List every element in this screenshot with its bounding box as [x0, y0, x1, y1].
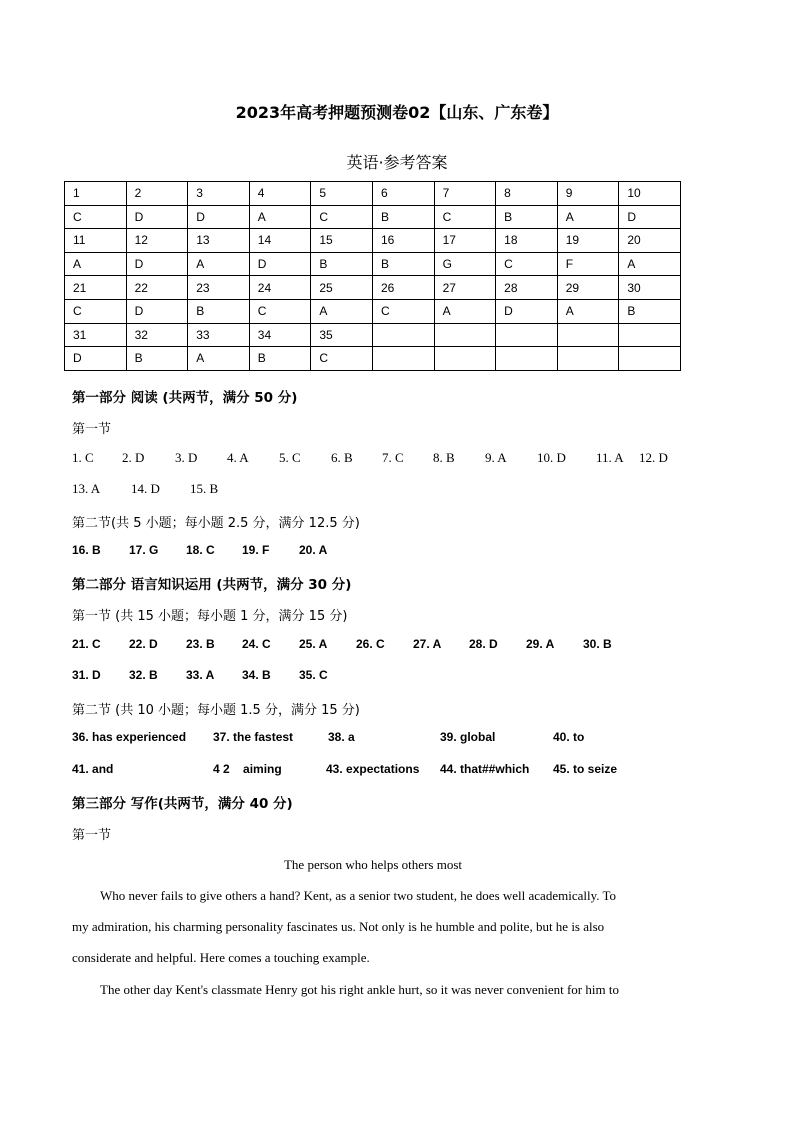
answer-item: 3. D: [175, 450, 198, 465]
answer-table-cell: G: [434, 252, 496, 276]
part3-heading: 第三部分 写作(共两节，满分 40 分): [72, 796, 293, 812]
answer-table-cell: 16: [372, 229, 434, 253]
answer-table-cell: 8: [496, 182, 558, 206]
answer-table-cell: 1: [65, 182, 127, 206]
answer-table-cell: F: [557, 252, 619, 276]
answer-table-cell: 33: [188, 323, 250, 347]
answer-table-cell: 4: [249, 182, 311, 206]
answer-table-cell: 12: [126, 229, 188, 253]
answer-table-cell: 19: [557, 229, 619, 253]
answer-table-cell: D: [188, 205, 250, 229]
answer-table-cell: 34: [249, 323, 311, 347]
answer-item: 29. A: [526, 637, 555, 651]
answer-table-cell: C: [372, 299, 434, 323]
answer-table-cell: B: [372, 252, 434, 276]
essay-title: The person who helps others most: [283, 857, 462, 872]
answer-table-row: [65, 229, 681, 253]
answer-table-cell: [496, 323, 558, 347]
answer-table-cell: B: [188, 299, 250, 323]
part2-section1-label: 第一节 (共 15 小题；每小题 1 分，满分 15 分): [72, 609, 348, 624]
answer-table-cell: C: [311, 347, 373, 371]
answer-item: 31. D: [72, 668, 101, 682]
answer-item: 34. B: [242, 668, 271, 682]
essay-line: The other day Kent's classmate Henry got his right ankle hurt, so it was never convenient for him to: [100, 982, 619, 997]
answer-item: 27. A: [413, 637, 442, 651]
answer-item: 20. A: [299, 543, 328, 557]
answer-table-cell: D: [496, 299, 558, 323]
essay-line: Who never fails to give others a hand? Kent, as a senior two student, he does well academically. To: [100, 888, 617, 903]
answer-table-cell: 24: [249, 276, 311, 300]
answer-table-cell: B: [619, 299, 681, 323]
answer-table-cell: 9: [557, 182, 619, 206]
answer-item: 39. global: [440, 730, 496, 744]
essay-line: my admiration, his charming personality fascinates us. Not only is he humble and polite, but he is also: [72, 919, 605, 934]
answer-item: 32. B: [129, 668, 158, 682]
answer-item: 12. D: [639, 450, 668, 465]
answer-table-cell: 13: [188, 229, 250, 253]
answer-item: 25. A: [299, 637, 328, 651]
answer-table-row: [65, 276, 681, 300]
answer-table-cell: D: [619, 205, 681, 229]
answer-table-cell: A: [619, 252, 681, 276]
answer-table-cell: 30: [619, 276, 681, 300]
answer-table-cell: C: [65, 205, 127, 229]
answer-table-cell: A: [188, 347, 250, 371]
answer-table-cell: D: [126, 252, 188, 276]
page-subtitle: 英语·参考答案: [346, 153, 448, 172]
answer-table-cell: B: [372, 205, 434, 229]
answer-table-cell: 5: [311, 182, 373, 206]
answer-item: 6. B: [331, 450, 353, 465]
answer-item: 4 2 aiming: [213, 762, 282, 776]
answer-item: 36. has experienced: [72, 730, 187, 744]
answer-table-cell: 2: [126, 182, 188, 206]
answer-table-cell: A: [249, 205, 311, 229]
answer-table-cell: D: [65, 347, 127, 371]
answer-table-cell: A: [434, 299, 496, 323]
part1-section1-label: 第一节: [72, 422, 112, 437]
answer-item: 24. C: [242, 637, 271, 651]
answer-item: 21. C: [72, 637, 101, 651]
answer-item: 1. C: [72, 450, 94, 465]
answer-table-cell: A: [557, 205, 619, 229]
part3-section1-label: 第一节: [72, 828, 112, 843]
part1-section2-label: 第二节(共 5 小题；每小题 2.5 分，满分 12.5 分): [72, 516, 360, 531]
answer-table-cell: 26: [372, 276, 434, 300]
answer-item: 4. A: [227, 450, 249, 465]
part2-section2-label: 第二节 (共 10 小题；每小题 1.5 分，满分 15 分): [72, 703, 360, 718]
answer-item: 23. B: [186, 637, 215, 651]
answer-table-cell: D: [249, 252, 311, 276]
answer-item: 8. B: [433, 450, 455, 465]
answer-item: 38. a: [328, 730, 355, 744]
answer-table-cell: 15: [311, 229, 373, 253]
answer-table-cell: A: [311, 299, 373, 323]
answer-table-cell: 20: [619, 229, 681, 253]
answer-table-cell: 7: [434, 182, 496, 206]
answer-table-cell: [619, 347, 681, 371]
answer-table-cell: 10: [619, 182, 681, 206]
answer-table-cell: D: [126, 205, 188, 229]
answer-table-cell: [434, 323, 496, 347]
answer-item: 28. D: [469, 637, 498, 651]
part1-heading: 第一部分 阅读 (共两节，满分 50 分): [72, 390, 298, 406]
answer-table-cell: 27: [434, 276, 496, 300]
answer-table-cell: [557, 347, 619, 371]
answer-table-cell: 3: [188, 182, 250, 206]
answer-table-cell: [372, 347, 434, 371]
answer-table-cell: C: [65, 299, 127, 323]
answer-item: 30. B: [583, 637, 612, 651]
answer-table-cell: 11: [65, 229, 127, 253]
answer-item: 18. C: [186, 543, 215, 557]
answer-table-cell: B: [311, 252, 373, 276]
answer-table-cell: B: [249, 347, 311, 371]
answer-item: 10. D: [537, 450, 566, 465]
answer-table-cell: 25: [311, 276, 373, 300]
page-title: 2023年高考押题预测卷02【山东、广东卷】: [235, 103, 559, 122]
answer-table-cell: 29: [557, 276, 619, 300]
answer-item: 15. B: [190, 481, 219, 496]
answer-item: 9. A: [485, 450, 507, 465]
answer-table-cell: A: [65, 252, 127, 276]
answer-table-cell: [557, 323, 619, 347]
answer-table-cell: 32: [126, 323, 188, 347]
answer-table-cell: 17: [434, 229, 496, 253]
answer-table-cell: [619, 323, 681, 347]
answer-item: 2. D: [122, 450, 145, 465]
answer-table-cell: 22: [126, 276, 188, 300]
answer-table-row: [65, 323, 681, 347]
answer-table-cell: 28: [496, 276, 558, 300]
answer-table-cell: A: [188, 252, 250, 276]
answer-table-cell: 18: [496, 229, 558, 253]
answer-item: 41. and: [72, 762, 114, 776]
answer-table-cell: 35: [311, 323, 373, 347]
answer-table-row: [65, 205, 681, 229]
answer-table-cell: [496, 347, 558, 371]
answer-item: 33. A: [186, 668, 215, 682]
answer-item: 7. C: [382, 450, 404, 465]
answer-table-cell: C: [496, 252, 558, 276]
answer-item: 16. B: [72, 543, 101, 557]
answer-item: 22. D: [129, 637, 158, 651]
answer-table-cell: C: [311, 205, 373, 229]
answer-table-row: [65, 252, 681, 276]
answer-table-cell: D: [126, 299, 188, 323]
answer-item: 45. to seize: [553, 762, 618, 776]
answer-table-row: [65, 182, 681, 206]
answer-item: 37. the fastest: [213, 730, 294, 744]
answer-item: 13. A: [72, 481, 101, 496]
answer-table-cell: C: [434, 205, 496, 229]
essay-line: considerate and helpful. Here comes a touching example.: [72, 950, 370, 965]
answer-table-cell: [434, 347, 496, 371]
answer-item: 44. that##which: [440, 762, 530, 776]
answer-table-row: [65, 299, 681, 323]
answer-item: 40. to: [553, 730, 585, 744]
answer-table-row: [65, 347, 681, 371]
answer-table-cell: C: [249, 299, 311, 323]
answer-item: 19. F: [242, 543, 270, 557]
answer-table-cell: B: [496, 205, 558, 229]
answer-item: 35. C: [299, 668, 328, 682]
answer-item: 14. D: [131, 481, 160, 496]
answer-table-cell: 21: [65, 276, 127, 300]
answer-table-cell: A: [557, 299, 619, 323]
answer-table-cell: 31: [65, 323, 127, 347]
part2-heading: 第二部分 语言知识运用 (共两节，满分 30 分): [72, 577, 352, 593]
answer-table-cell: 23: [188, 276, 250, 300]
answer-table-cell: B: [126, 347, 188, 371]
answer-item: 11. A: [596, 450, 624, 465]
answer-item: 17. G: [129, 543, 159, 557]
answer-item: 43. expectations: [326, 762, 420, 776]
answer-table-cell: 6: [372, 182, 434, 206]
answer-item: 26. C: [356, 637, 385, 651]
answer-table-cell: [372, 323, 434, 347]
answer-item: 5. C: [279, 450, 301, 465]
answer-table: [64, 181, 681, 371]
answer-table-cell: 14: [249, 229, 311, 253]
